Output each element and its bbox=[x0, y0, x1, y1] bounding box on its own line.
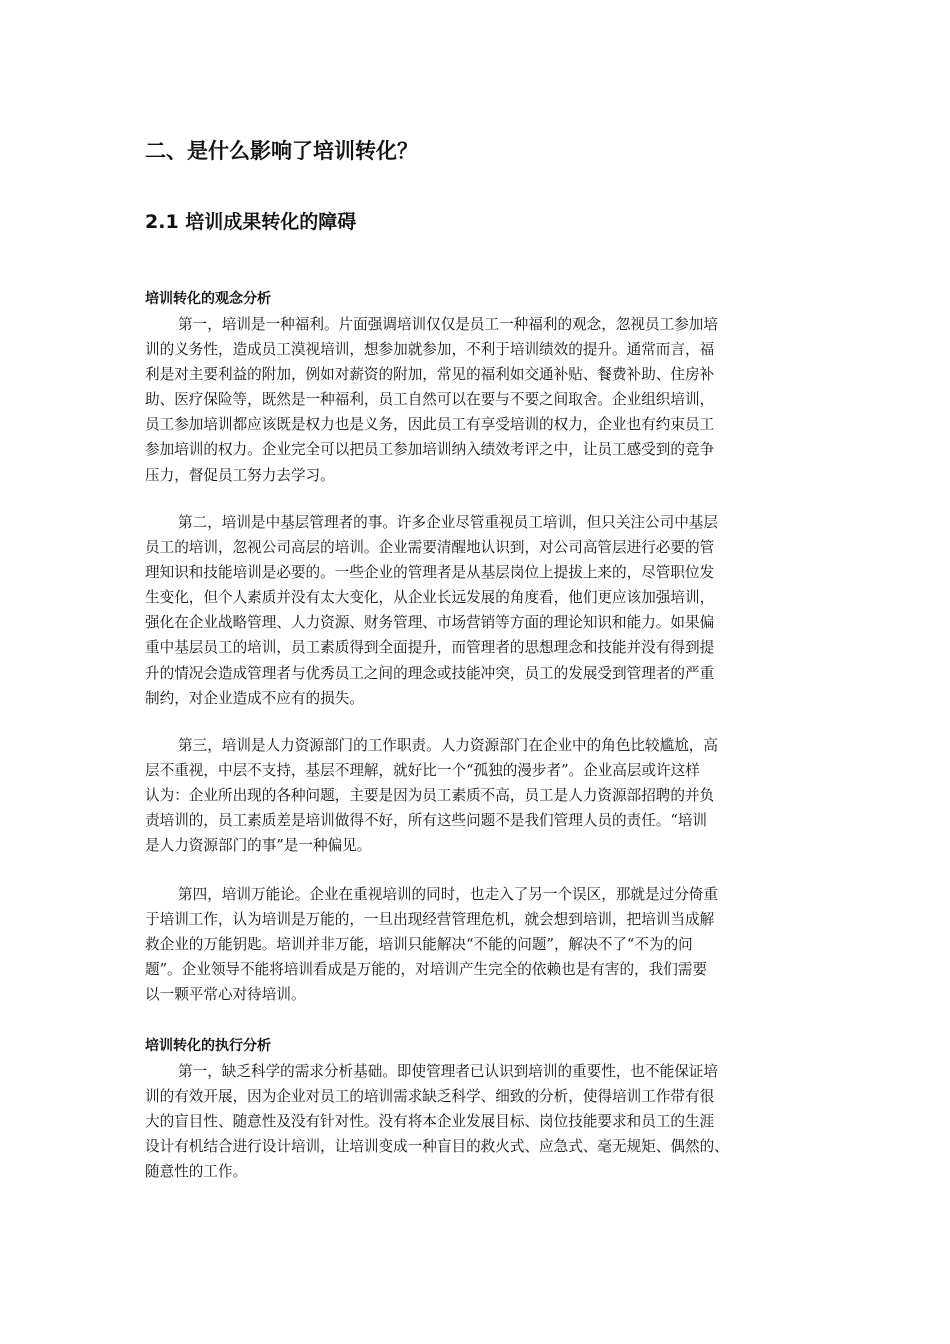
text-line: 员工参加培训都应该既是权力也是义务，因此员工有享受培训的权力，企业也有约束员工 bbox=[145, 416, 715, 434]
text-line: 升的情况会造成管理者与优秀员工之间的理念或技能冲突，员工的发展受到管理者的严重 bbox=[145, 664, 715, 682]
text-line: 层不重视，中层不支持，基层不理解，就好比一个“孤独的漫步者”。企业高层或许这样 bbox=[145, 762, 700, 780]
text-line: 助、医疗保险等，既然是一种福利，员工自然可以在要与不要之间取舍。企业组织培训， bbox=[145, 391, 715, 409]
text-line: 训的义务性，造成员工漠视培训，想参加就参加，不利于培训绩效的提升。通常而言，福 bbox=[145, 341, 715, 359]
sub-heading: 2.1 培训成果转化的障碍 bbox=[145, 211, 357, 233]
text-line: 题”。企业领导不能将培训看成是万能的，对培训产生完全的依赖也是有害的，我们需要 bbox=[145, 961, 708, 979]
text-line: 责培训的，员工素质差是培训做得不好，所有这些问题不是我们管理人员的责任。“培训 bbox=[145, 812, 708, 830]
text-line: 压力，督促员工努力去学习。 bbox=[145, 466, 335, 484]
paragraph-concept-2 bbox=[145, 510, 825, 711]
paragraph-execution-1 bbox=[145, 1059, 825, 1184]
text-line: 第四，培训万能论。企业在重视培训的同时，也走入了另一个误区，那就是过分倚重 bbox=[178, 886, 718, 903]
section-title-concept: 培训转化的观念分析 bbox=[145, 291, 271, 307]
text-line: 强化在企业战略管理、人力资源、财务管理、市场营销等方面的理论知识和能力。如果偏 bbox=[145, 614, 715, 632]
section-title-execution: 培训转化的执行分析 bbox=[145, 1038, 271, 1054]
text-line: 第三，培训是人力资源部门的工作职责。人力资源部门在企业中的角色比较尴尬，高 bbox=[178, 737, 718, 754]
text-line: 认为：企业所出现的各种问题，主要是因为员工素质不高，员工是人力资源部招聘的并负 bbox=[145, 787, 715, 805]
text-line: 于培训工作，认为培训是万能的，一旦出现经营管理危机，就会想到培训，把培训当成解 bbox=[145, 911, 715, 929]
text-line: 第一，培训是一种福利。片面强调培训仅仅是员工一种福利的观念，忽视员工参加培 bbox=[178, 316, 718, 333]
text-line: 大的盲目性、随意性及没有针对性。没有将本企业发展目标、岗位技能要求和员工的生涯 bbox=[145, 1113, 715, 1131]
text-line: 重中基层员工的培训，员工素质得到全面提升，而管理者的思想理念和技能并没有得到提 bbox=[145, 639, 715, 657]
text-line: 生变化，但个人素质并没有太大变化，从企业长远发展的角度看，他们更应该加强培训， bbox=[145, 589, 715, 607]
text-line: 理知识和技能培训是必要的。一些企业的管理者是从基层岗位上提拔上来的，尽管职位发 bbox=[145, 564, 715, 582]
text-line: 第一，缺乏科学的需求分析基础。即使管理者已认识到培训的重要性，也不能保证培 bbox=[178, 1063, 718, 1080]
main-heading: 二、是什么影响了培训转化？ bbox=[145, 139, 418, 163]
text-line: 随意性的工作。 bbox=[145, 1163, 248, 1181]
text-line: 以一颗平常心对待培训。 bbox=[145, 986, 306, 1004]
text-line: 设计有机结合进行设计培训，让培训变成一种盲目的救火式、应急式、毫无规矩、偶然的、 bbox=[145, 1138, 729, 1156]
text-line: 利是对主要利益的附加，例如对薪资的附加，常见的福利如交通补贴、餐费补助、住房补 bbox=[145, 366, 715, 384]
text-line: 是人力资源部门的事”是一种偏见。 bbox=[145, 837, 372, 855]
text-line: 制约，对企业造成不应有的损失。 bbox=[145, 689, 364, 707]
paragraph-concept-1 bbox=[145, 312, 825, 488]
text-line: 参加培训的权力。企业完全可以把员工参加培训纳入绩效考评之中，让员工感受到的竞争 bbox=[145, 441, 715, 459]
paragraph-concept-3 bbox=[145, 733, 825, 858]
text-line: 救企业的万能钥匙。培训并非万能，培训只能解决“不能的问题”，解决不了“不为的问 bbox=[145, 936, 693, 954]
text-line: 员工的培训，忽视公司高层的培训。企业需要清醒地认识到，对公司高管层进行必要的管 bbox=[145, 539, 715, 557]
paragraph-concept-4 bbox=[145, 882, 825, 1007]
text-line: 第二，培训是中基层管理者的事。许多企业尽管重视员工培训，但只关注公司中基层 bbox=[178, 514, 718, 531]
text-line: 训的有效开展，因为企业对员工的培训需求缺乏科学、细致的分析，使得培训工作带有很 bbox=[145, 1088, 715, 1106]
